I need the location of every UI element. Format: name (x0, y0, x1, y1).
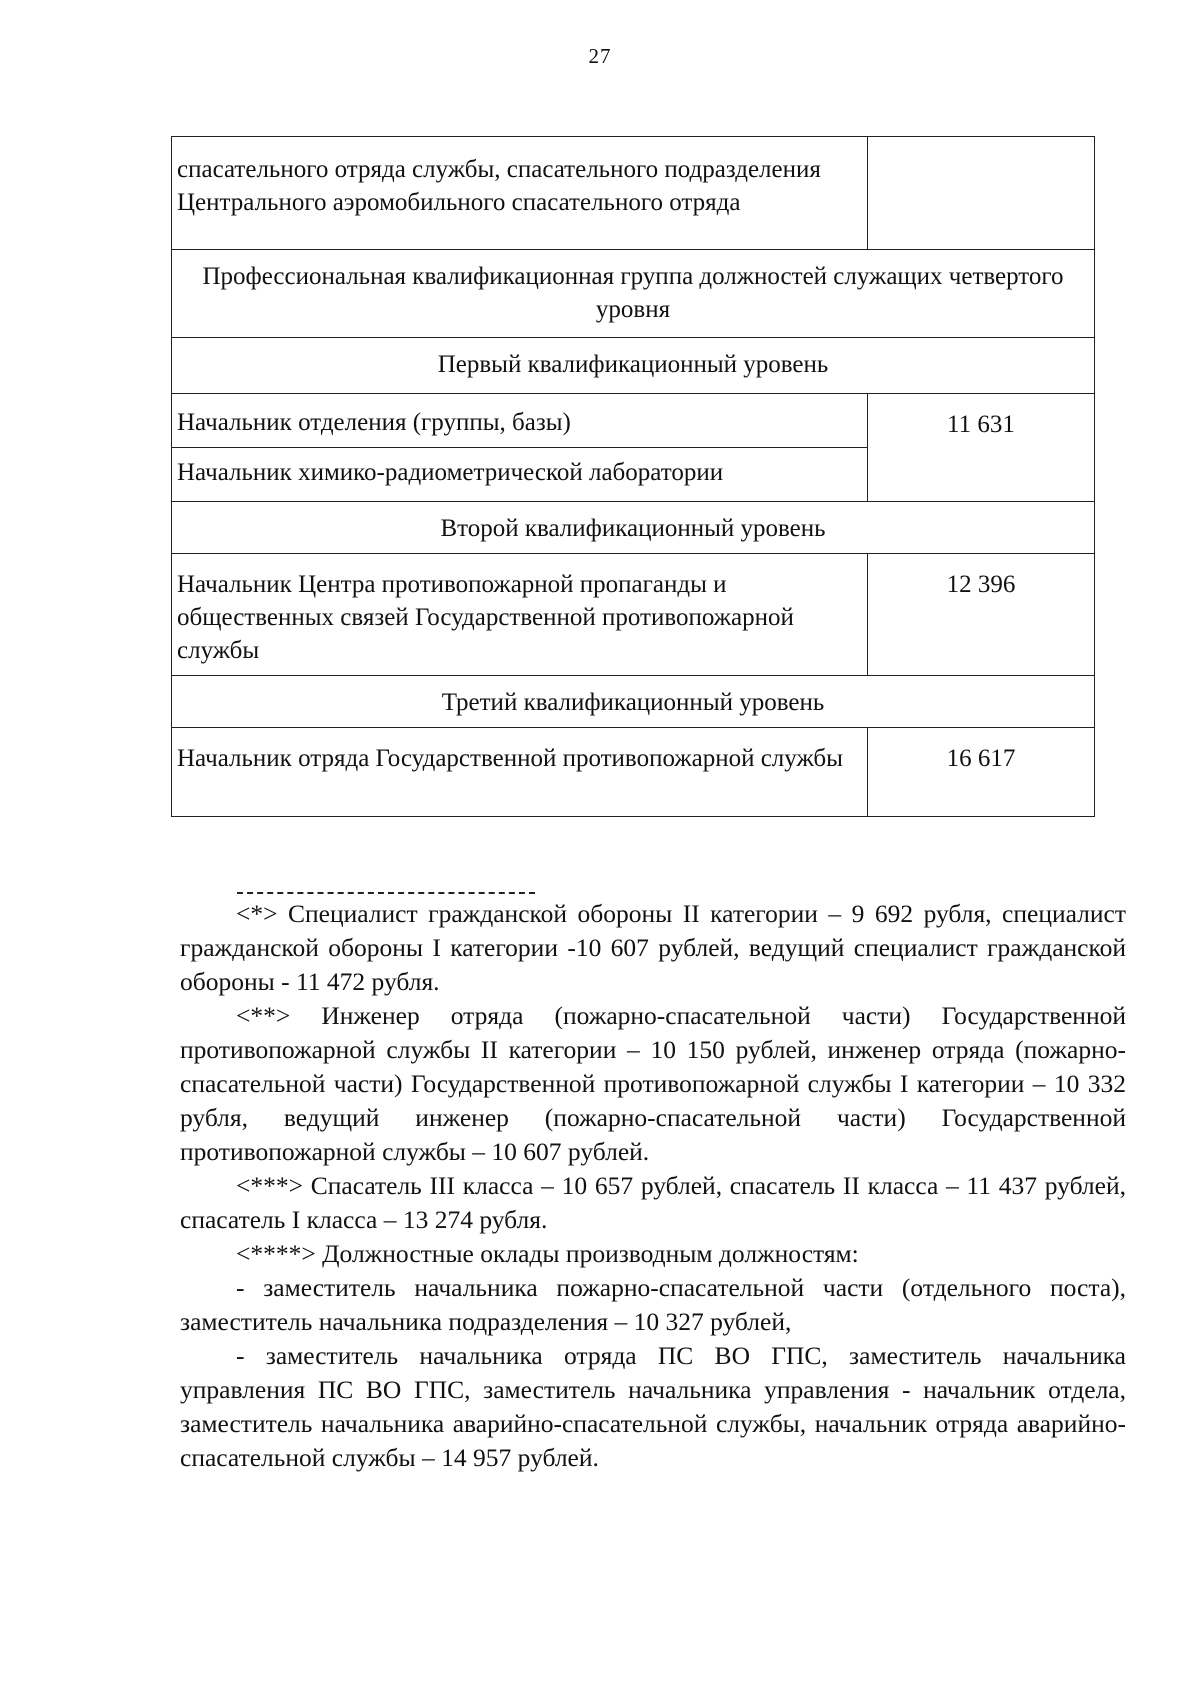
position-name: Начальник отряда Государственной противопожарной службы (172, 728, 868, 817)
table-row (172, 502, 1095, 554)
table-row (172, 554, 1095, 676)
table-row (172, 394, 1095, 448)
position-name: спасательного отряда службы, спасательного подразделения Центрального аэромобильного спасательного отряда (172, 137, 868, 250)
footnote-4-item-1: - заместитель начальника пожарно-спасательной части (отдельного поста), заместитель начальника подразделения – 10 327 рублей, (180, 1273, 1126, 1336)
position-name: Начальник химико-радиометрической лаборатории (172, 448, 868, 502)
position-name: Начальник Центра противопожарной пропаганды и общественных связей Государственной противопожарной службы (172, 554, 868, 676)
footnote-4-item-2: - заместитель начальника отряда ПС ВО ГПС, заместитель начальника управления ПС ВО ГПС, заместитель начальника управления - начальник отдела, заместитель начальника аварийно-спасательной службы, начальник отряда аварийно-спасательной службы – 14 957 рублей. (180, 1341, 1126, 1472)
level-heading: Третий квалификационный уровень (172, 676, 1095, 728)
position-name: Начальник отделения (группы, базы) (172, 394, 868, 448)
salary-value: 16 617 (867, 728, 1094, 817)
table-row (172, 250, 1095, 338)
salary-value: 11 631 (867, 394, 1094, 502)
footnote-3: <***> Спасатель III класса – 10 657 рублей, спасатель II класса – 11 437 рублей, спасатель I класса – 13 274 рубля. (180, 1171, 1126, 1234)
table-row (172, 338, 1095, 394)
footnote-separator (237, 892, 535, 894)
salary-value (867, 137, 1094, 250)
table-row (172, 676, 1095, 728)
salary-table (171, 136, 1095, 817)
salary-value: 12 396 (867, 554, 1094, 676)
group-heading: Профессиональная квалификационная группа должностей служащих четвертого уровня (172, 250, 1095, 338)
table-row (172, 728, 1095, 817)
footnote-4: <****> Должностные оклады производным должностям: (236, 1239, 859, 1268)
level-heading: Первый квалификационный уровень (172, 338, 1095, 394)
table-row (172, 137, 1095, 250)
level-heading: Второй квалификационный уровень (172, 502, 1095, 554)
footnote-2: <**> Инженер отряда (пожарно-спасательной части) Государственной противопожарной службы II категории – 10 150 рублей, инженер отряда (пожарно-спасательной части) Государственной противопожарной службы I категории – 10 332 рубля, ведущий инженер (пожарно-спасательной части) Государственной противопожарной службы – 10 607 рублей. (180, 1001, 1126, 1166)
page-number: 27 (588, 44, 612, 68)
footnote-1: <*> Специалист гражданской обороны II категории – 9 692 рубля, специалист гражданской обороны I категории -10 607 рублей, ведущий специалист гражданской обороны - 11 472 рубля. (180, 899, 1126, 996)
footnotes (180, 897, 1126, 1475)
